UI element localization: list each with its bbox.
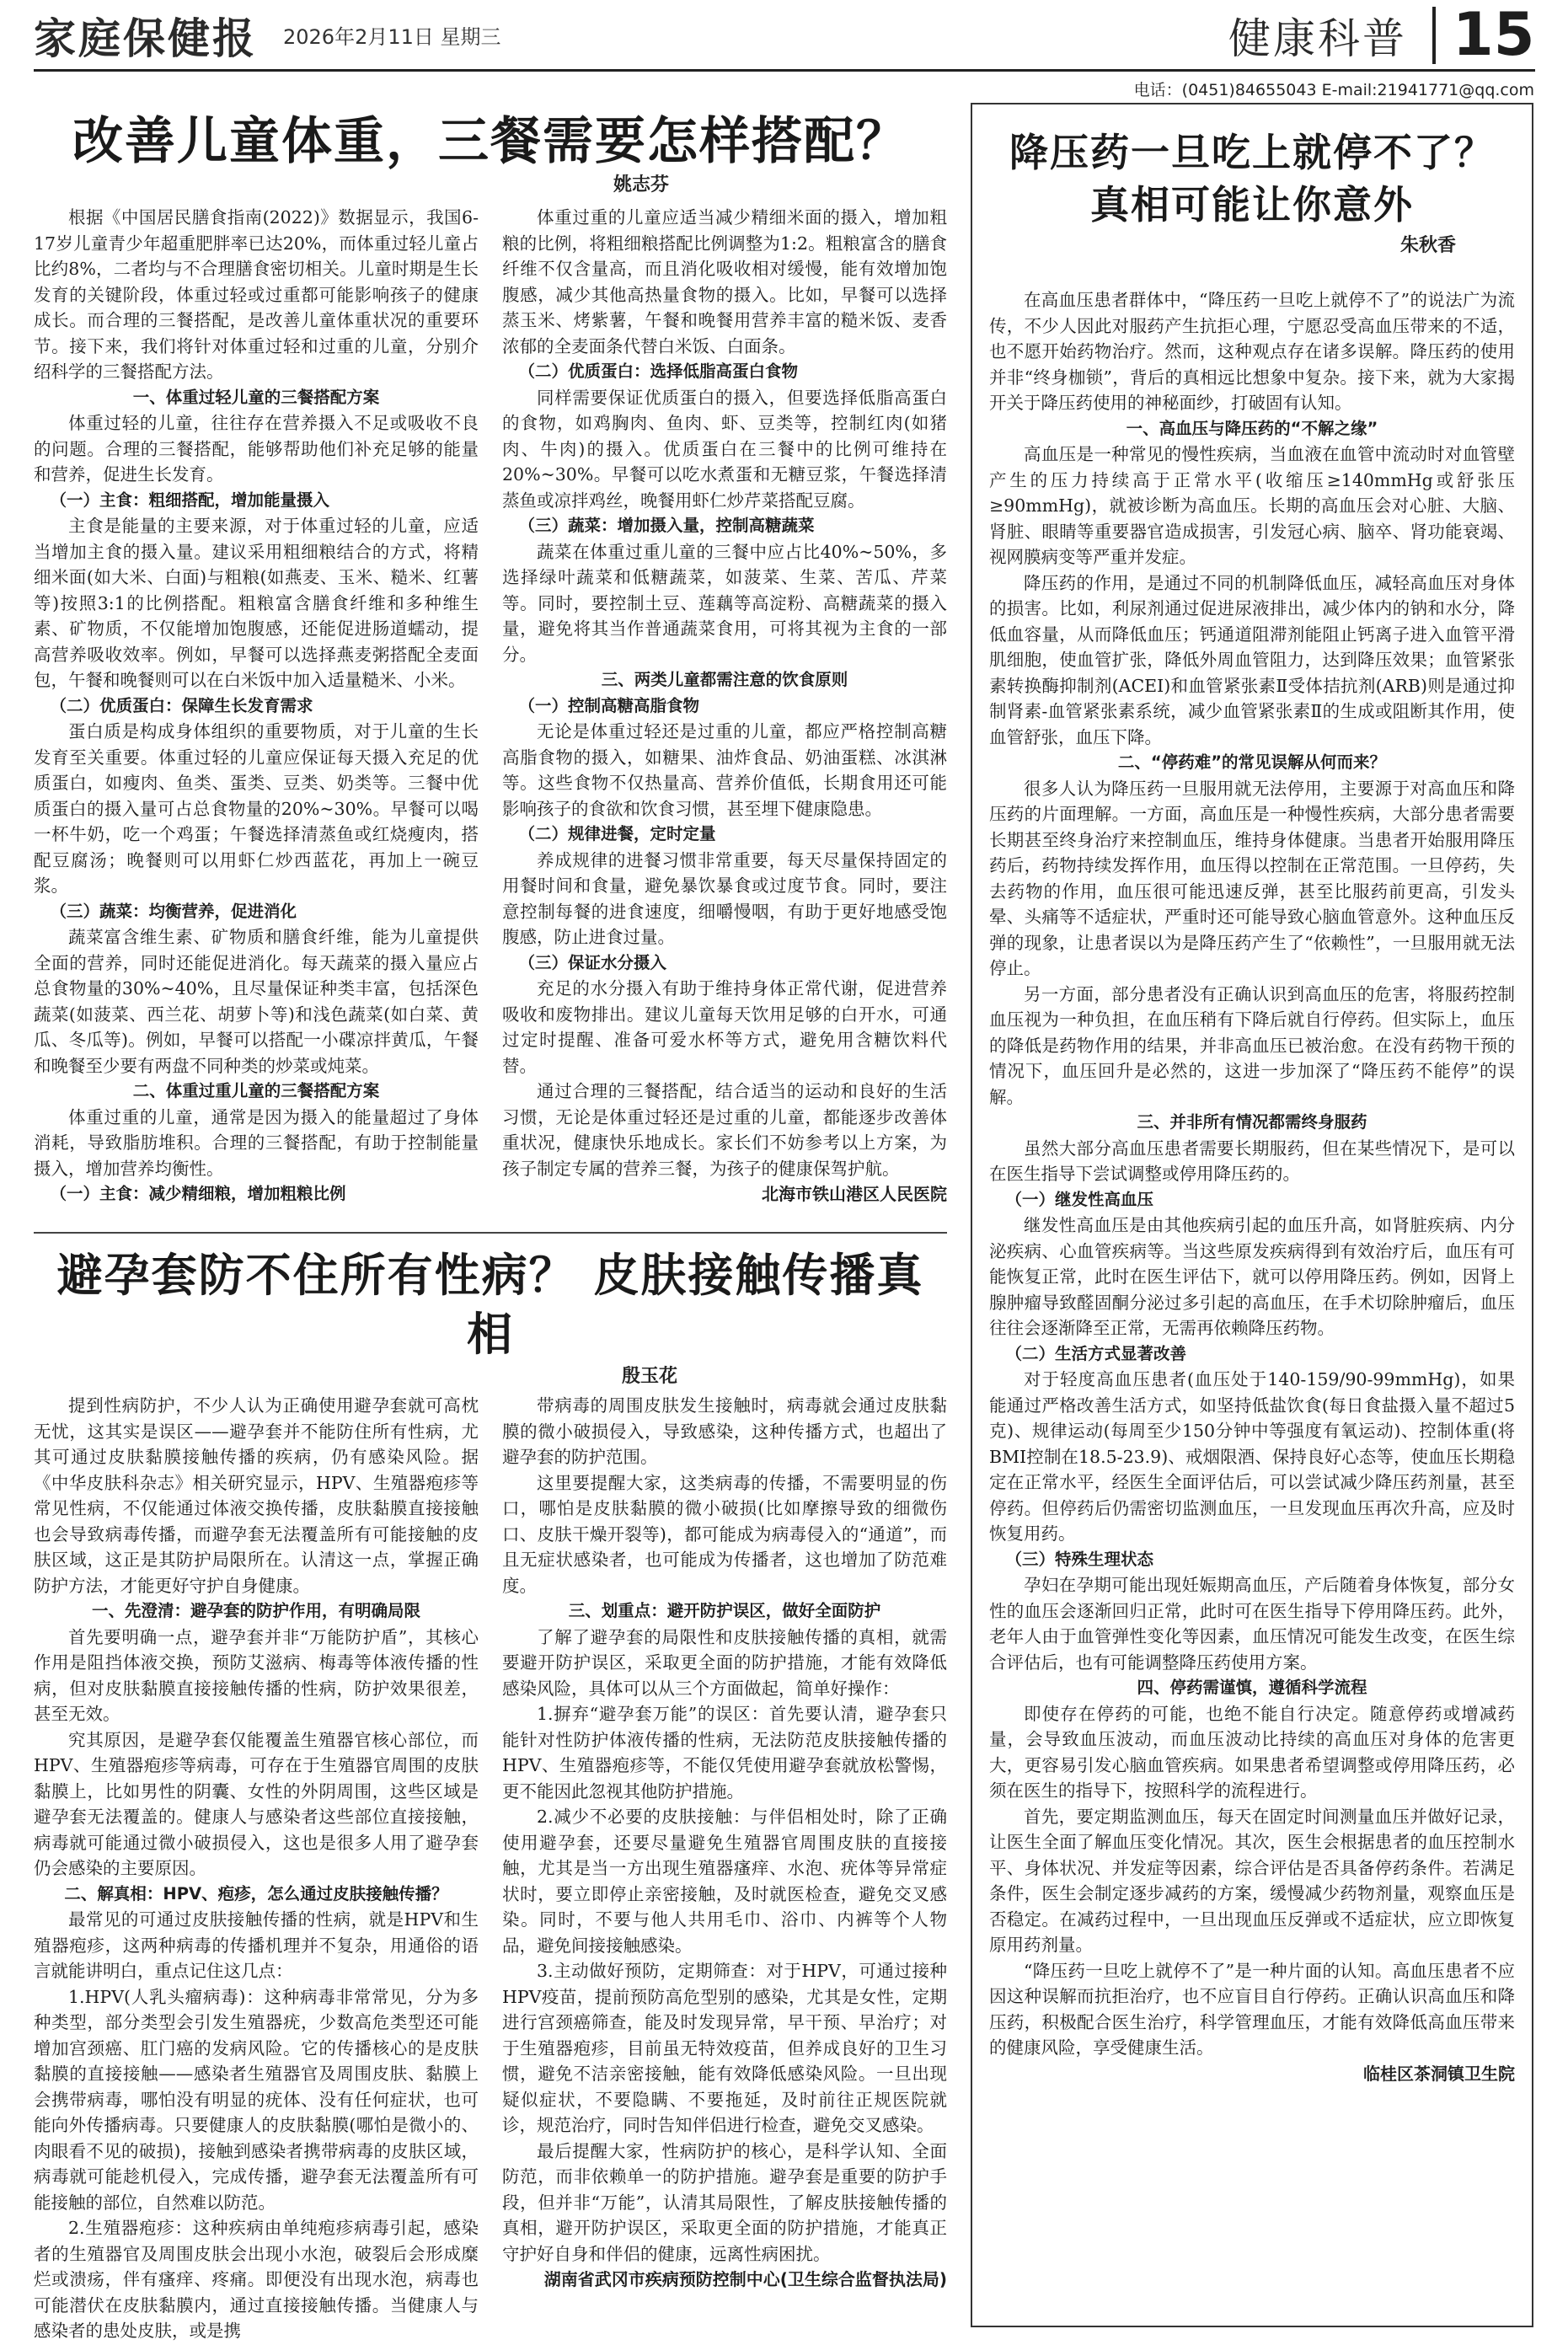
paper-name: 家庭保健报 bbox=[34, 13, 257, 63]
paragraph: 最后提醒大家，性病防护的核心，是科学认知、全面防范，而非依赖单一的防护措施。避孕套是重要的防护手段，但并非“万能”，认清其局限性，了解皮肤接触传播的真相，避开防护误区，采取更全面的防护措施，才能真正守护好自身和伴侣的健康，远离性病困扰。 bbox=[502, 2140, 947, 2264]
paragraph: 提到性病防护，不少人认为正确使用避孕套就可高枕无忧，这其实是误区——避孕套并不能防住所有性病，尤其可通过皮肤黏膜接触传播的疾病，仍有感染风险。据《中华皮肤科杂志》相关研究显示，HPV、生殖器疱疹等常见性病，不仅能通过体液交换传播，皮肤黏膜直接接触也会导致病毒传播，而避孕套无法覆盖所有可能接触的皮肤区域，这正是其防护局限所在。认清这一点，掌握正确防护方法，才能更好守护自身健康。 bbox=[34, 1395, 479, 1596]
section-heading: 二、解真相：HPV、疱疹，怎么通过皮肤接触传播？ bbox=[64, 1883, 448, 1903]
page-number: 15 bbox=[1453, 0, 1535, 69]
paragraph: 很多人认为降压药一旦服用就无法停用，主要源于对高血压和降压药的片面理解。一方面，高血压是一种慢性疾病，大部分患者需要长期甚至终身治疗来控制血压，维持身体健康。当患者开始服用降压药后，药物持续发挥作用，血压得以控制在正常范围。一旦停药，失去药物的作用，血压很可能迅速反弹，甚至比服药前更高，引发头晕、头痛等不适症状，严重时还可能导致心脑血管意外。这种血压反弹的现象，让患者误以为是降压药产生了“依赖性”，一旦服用就无法停止。 bbox=[989, 778, 1515, 978]
paragraph: 另一方面，部分患者没有正确认识到高血压的危害，将服药控制血压视为一种负担，在血压稍有下降后就自行停药。但实际上，血压的降低是药物作用的结果，并非高血压已被治愈。在没有药物干预的情况下，血压回升是必然的，这进一步加深了“降压药不能停”的误解。 bbox=[989, 983, 1515, 1107]
paragraph: 继发性高血压是由其他疾病引起的血压升高，如肾脏疾病、内分泌疾病、心血管疾病等。当这些原发疾病得到有效治疗后，血压有可能恢复正常，此时在医生评估下，就可以停用降压药。例如，因肾上腺肿瘤导致醛固酮分泌过多引起的高血压，在手术切除肿瘤后，血压往往会逐渐降至正常，无需再依赖降压药物。 bbox=[989, 1215, 1515, 1338]
paragraph: 根据《中国居民膳食指南(2022)》数据显示，我国6-17岁儿童青少年超重肥胖率已达20%，而体重过轻儿童占比约8%，二者均与不合理膳食密切相关。儿童时期是生长发育的关键阶段，体重过轻或过重都可能影响孩子的健康成长。而合理的三餐搭配，是改善儿童体重状况的重要环节。接下来，我们将针对体重过轻和过重的儿童，分别介绍科学的三餐搭配方法。 bbox=[34, 207, 479, 382]
paragraph: 对于轻度高血压患者(血压处于140-159/90-99mmHg)，如果能通过严格改善生活方式，如坚持低盐饮食(每日食盐摄入量不超过5克)、规律运动(每周至少150分钟中等强度有氧运动)、控制体重(将BMI控制在18.5-23.9)、戒烟限酒、保持良好心态等，使血压长期稳定在正常水平，经医生全面评估后，可以尝试减少降压药剂量，甚至停药。但停药后仍需密切监测血压，一旦发现血压再次升高，应及时恢复用药。 bbox=[989, 1369, 1515, 1544]
paragraph: 带病毒的周围皮肤发生接触时，病毒就会通过皮肤黏膜的微小破损侵入，导致感染，这种传播方式，也超出了避孕套的防护范围。 bbox=[502, 1395, 947, 1467]
article-title: 改善儿童体重，三餐需要怎样搭配？ bbox=[72, 112, 908, 171]
section-heading: 二、“停药难”的常见误解从何而来？ bbox=[1117, 752, 1387, 772]
masthead bbox=[0, 0, 1568, 78]
paragraph: 2.减少不必要的皮肤接触：与伴侣相处时，除了正确使用避孕套，还要尽量避免生殖器官周围皮肤的直接接触，尤其是当一方出现生殖器瘙痒、水泡、疣体等异常症状时，要立即停止亲密接触，及时就医检查，避免交叉感染。同时，不要与他人共用毛巾、浴巾、内裤等个人物品，避免间接接触感染。 bbox=[502, 1807, 947, 1956]
article-author: 殷玉花 bbox=[621, 1366, 677, 1387]
section-heading: 一、体重过轻儿童的三餐搭配方案 bbox=[132, 387, 380, 407]
paragraph: 1.摒弃“避孕套万能”的误区：首先要认清，避孕套只能针对性防护体液传播的性病，无法防范皮肤接触传播的HPV、生殖器疱疹等，不能仅凭使用避孕套就放松警惕，更不能因此忽视其他防护措施。 bbox=[502, 1704, 947, 1802]
paragraph: 了解了避孕套的局限性和皮肤接触传播的真相，就需要避开防护误区，采取更全面的防护措施，才能有效降低感染风险，具体可以从三个方面做起，简单好操作： bbox=[502, 1626, 947, 1699]
subsection-heading: （二）优质蛋白：选择低脂高蛋白食物 bbox=[518, 361, 799, 381]
article-column bbox=[34, 1393, 479, 2344]
masthead-divider bbox=[1432, 7, 1436, 64]
source-line: 湖南省武冈市疾病预防控制中心(卫生综合监督执法局) bbox=[543, 2269, 947, 2289]
paragraph: 3.主动做好预防，定期筛查：对于HPV，可通过接种HPV疫苗，提前预防高危型别的感染，尤其是女性，定期进行宫颈癌筛查，能及时发现异常，早干预、早治疗；对于生殖器疱疹，目前虽无特效疫苗，但养成良好的卫生习惯，避免不洁亲密接触，能有效降低感染风险。一旦出现疑似症状，不要隐瞒、不要拖延，及时前往正规医院就诊，规范治疗，同时告知伴侣进行检查，避免交叉感染。 bbox=[502, 1961, 947, 2135]
article-column bbox=[989, 287, 1515, 2086]
section-heading: 三、两类儿童都需注意的饮食原则 bbox=[601, 670, 848, 689]
subsection-heading: （三）保证水分摄入 bbox=[518, 952, 667, 972]
subsection-heading: （二）生活方式显著改善 bbox=[1005, 1343, 1187, 1363]
section-heading: 二、体重过重儿童的三餐搭配方案 bbox=[132, 1081, 380, 1100]
paragraph: 首先要明确一点，避孕套并非“万能防护盾”，其核心作用是阻挡体液交换，预防艾滋病、梅毒等体液传播的性病，但对皮肤黏膜直接接触传播的性病，防护效果很差，甚至无效。 bbox=[34, 1626, 479, 1724]
subsection-heading: （一）控制高糖高脂食物 bbox=[518, 695, 700, 715]
paragraph: 蔬菜在体重过重儿童的三餐中应占比40%~50%，多选择绿叶蔬菜和低糖蔬菜，如菠菜、生菜、苦瓜、芹菜等。同时，要控制土豆、莲藕等高淀粉、高糖蔬菜的摄入量，避免将其当作普通蔬菜食用，可将其视为主食的一部分。 bbox=[502, 541, 947, 665]
subsection-heading: （三）蔬菜：增加摄入量，控制高糖蔬菜 bbox=[518, 516, 815, 535]
article-column bbox=[502, 1393, 947, 2344]
paragraph: 孕妇在孕期可能出现妊娠期高血压，产后随着身体恢复，部分女性的血压会逐渐回归正常，此时可在医生指导下停用降压药。此外，老年人由于血管弹性变化等因素，血压情况可能发生改变，在医生综合评估后，也有可能调整降压药使用方案。 bbox=[989, 1575, 1515, 1673]
paragraph: 体重过重的儿童，通常是因为摄入的能量超过了身体消耗，导致脂肪堆积。合理的三餐搭配，有助于控制能量摄入，增加营养均衡性。 bbox=[34, 1106, 479, 1179]
article-column bbox=[34, 205, 479, 1207]
paragraph: 养成规律的进餐习惯非常重要，每天尽量保持固定的用餐时间和食量，避免暴饮暴食或过度节食。同时，要注意控制每餐的进食速度，细嚼慢咽，有助于更好地感受饱腹感，防止进食过量。 bbox=[502, 849, 947, 947]
article-title-line-1: 降压药一旦吃上就停不了？ bbox=[1009, 130, 1495, 175]
contact-line: 电话：(0451)84655043 E-mail:21941771@qq.com bbox=[1133, 81, 1534, 99]
source-line: 北海市铁山港区人民医院 bbox=[762, 1184, 947, 1204]
section-heading: 三、划重点：避开防护误区，做好全面防护 bbox=[568, 1601, 881, 1620]
subsection-heading: （三）特殊生理状态 bbox=[1005, 1549, 1154, 1569]
article-condom bbox=[34, 1245, 947, 2344]
section-name: 健康科普 bbox=[1228, 14, 1407, 63]
paragraph: 高血压是一种常见的慢性疾病，当血液在血管中流动时对血管壁产生的压力持续高于正常水平(收缩压≥140mmHg或舒张压≥90mmHg)，就被诊断为高血压。长期的高血压会对心脏、大脑、肾脏、眼睛等重要器官造成损害，引发冠心病、脑卒、肾功能衰竭、视网膜病变等严重并发症。 bbox=[989, 444, 1515, 567]
paragraph: 究其原因，是避孕套仅能覆盖生殖器官核心部位，而HPV、生殖器疱疹等病毒，可存在于生殖器官周围的皮肤黏膜上，比如男性的阴囊、女性的外阴周围，这些区域是避孕套无法覆盖的。健康人与感染者这些部位直接接触，病毒就可能通过微小破损侵入，这也是很多人用了避孕套仍会感染的主要原因。 bbox=[34, 1729, 479, 1878]
paragraph: “降压药一旦吃上就停不了”是一种片面的认知。高血压患者不应因这种误解而抗拒治疗，也不应盲目自行停药。正确认识高血压和降压药，积极配合医生治疗，科学管理血压，才能有效降低高血压带来的健康风险，享受健康生活。 bbox=[989, 1960, 1515, 2058]
paragraph: 蔬菜富含维生素、矿物质和膳食纤维，能为儿童提供全面的营养，同时还能促进消化。每天蔬菜的摄入量应占总食物量的30%~40%，且尽量保证种类丰富，包括深色蔬菜(如菠菜、西兰花、胡萝卜等)和浅色蔬菜(如白菜、黄瓜、冬瓜等)。例如，早餐可以搭配一小碟凉拌黄瓜，午餐和晚餐至少要有两盘不同种类的炒菜或炖菜。 bbox=[34, 927, 479, 1076]
paragraph: 蛋白质是构成身体组织的重要物质，对于儿童的生长发育至关重要。体重过轻的儿童应保证每天摄入充足的优质蛋白，如瘦肉、鱼类、蛋类、豆类、奶类等。三餐中优质蛋白的摄入量可占总食物量的20%~30%。早餐可以喝一杯牛奶，吃一个鸡蛋；午餐选择清蒸鱼或红烧瘦肉，搭配豆腐汤；晚餐则可以用虾仁炒西蓝花，再加上一碗豆浆。 bbox=[34, 721, 479, 896]
source-line: 临桂区茶洞镇卫生院 bbox=[1363, 2063, 1515, 2084]
subsection-heading: （二）规律进餐，定时定量 bbox=[518, 824, 716, 843]
article-divider bbox=[34, 1232, 947, 1234]
article-title: 避孕套防不住所有性病？ 皮肤接触传播真相 bbox=[56, 1248, 924, 1361]
paragraph: 体重过重的儿童应适当减少精细米面的摄入，增加粗粮的比例，将粗细粮搭配比例调整为1:2。粗粮富含的膳食纤维不仅含量高，而且消化吸收相对缓慢，能有效增加饱腹感，减少其他高热量食物的摄入。比如，早餐可以选择蒸玉米、烤紫薯，午餐和晚餐用营养丰富的糙米饭、麦香浓郁的全麦面条代替白米饭、白面条。 bbox=[502, 207, 947, 356]
subsection-heading: （二）优质蛋白：保障生长发育需求 bbox=[50, 695, 313, 715]
paragraph: 这里要提醒大家，这类病毒的传播，不需要明显的伤口，哪怕是皮肤黏膜的微小破损(比如摩擦导致的细微伤口、皮肤干燥开裂等)，都可能成为病毒侵入的“通道”，而且无症状感染者，也可能成为传播者，这也增加了防范难度。 bbox=[502, 1472, 947, 1596]
article-author: 朱秋香 bbox=[1399, 235, 1456, 256]
paragraph: 通过合理的三餐搭配，结合适当的运动和良好的生活习惯，无论是体重过轻还是过重的儿童，都能逐步改善体重状况，健康快乐地成长。家长们不妨参考以上方案，为孩子制定专属的营养三餐，为孩子的健康保驾护航。 bbox=[502, 1081, 947, 1179]
article-title-line-2: 真相可能让你意外 bbox=[1090, 182, 1414, 228]
paragraph: 体重过轻的儿童，往往存在营养摄入不足或吸收不良的问题。合理的三餐搭配，能够帮助他们补充足够的能量和营养，促进生长发育。 bbox=[34, 413, 479, 485]
subsection-heading: （一）主食：粗细搭配，增加能量摄入 bbox=[50, 490, 330, 510]
paragraph: 在高血压患者群体中，“降压药一旦吃上就停不了”的说法广为流传，不少人因此对服药产生抗拒心理，宁愿忍受高血压带来的不适，也不愿开始药物治疗。然而，这种观点存在诸多误解。降压药的使用并非“终身枷锁”，背后的真相远比想象中复杂。接下来，就为大家揭开关于降压药使用的神秘面纱，打破固有认知。 bbox=[989, 290, 1515, 413]
section-heading: 三、并非所有情况都需终身服药 bbox=[1137, 1112, 1367, 1132]
article-author: 姚志芬 bbox=[613, 174, 669, 195]
subsection-heading: （三）蔬菜：均衡营养，促进消化 bbox=[50, 901, 297, 921]
paragraph: 虽然大部分高血压患者需要长期服药，但在某些情况下，是可以在医生指导下尝试调整或停用降压药的。 bbox=[989, 1138, 1515, 1184]
paragraph: 主食是能量的主要来源，对于体重过轻的儿童，应适当增加主食的摄入量。建议采用粗细粮结合的方式，将精细米面(如大米、白面)与粗粮(如燕麦、玉米、糙米、红薯等)按照3:1的比例搭配。粗粮富含膳食纤维和多种维生素、矿物质，不仅能增加饱腹感，还能促进肠道蠕动，提高营养吸收效率。例如，早餐可以选择燕麦粥搭配全麦面包，午餐和晚餐则可以在白米饭中加入适量糙米、小米。 bbox=[34, 516, 479, 690]
paragraph: 无论是体重过轻还是过重的儿童，都应严格控制高糖高脂食物的摄入，如糖果、油炸食品、奶油蛋糕、冰淇淋等。这些食物不仅热量高、营养价值低，长期食用还可能影响孩子的食欲和饮食习惯，甚至埋下健康隐患。 bbox=[502, 721, 947, 819]
section-heading: 一、先澄清：避孕套的防护作用，有明确局限 bbox=[91, 1601, 420, 1620]
subsection-heading: （一）主食：减少精细粮，增加粗粮比例 bbox=[50, 1184, 346, 1203]
paragraph: 即使存在停药的可能，也绝不能自行决定。随意停药或增减药量，会导致血压波动，而血压波动比持续的高血压对身体的危害更大，更容易引发心脑血管疾病。如果患者希望调整或停用降压药，必须在医生的指导下，按照科学的流程进行。 bbox=[989, 1703, 1515, 1801]
paragraph: 降压药的作用，是通过不同的机制降低血压，减轻高血压对身体的损害。比如，利尿剂通过促进尿液排出，减少体内的钠和水分，降低血容量，从而降低血压；钙通道阻滞剂能阻止钙离子进入血管平滑肌细胞，使血管扩张，降低外周血管阻力，达到降压效果；血管紧张素转换酶抑制剂(ACEI)和血管紧张素Ⅱ受体拮抗剂(ARB)则是通过抑制肾素-血管紧张素系统，减少血管紧张素Ⅱ的生成或阻断其作用，使血管舒张，血压下降。 bbox=[989, 572, 1515, 747]
article-antihypertensive bbox=[989, 126, 1515, 2086]
section-heading: 四、停药需谨慎，遵循科学流程 bbox=[1137, 1678, 1367, 1697]
paragraph: 2.生殖器疱疹：这种疾病由单纯疱疹病毒引起，感染者的生殖器官及周围皮肤会出现小水泡，破裂后会形成糜烂或溃疡，伴有瘙痒、疼痛。即便没有出现水泡，病毒也可能潜伏在皮肤黏膜内，通过直接接触传播。当健康人与感染者的患处皮肤，或是携 bbox=[34, 2218, 479, 2341]
top-rule bbox=[34, 69, 1535, 72]
paragraph: 同样需要保证优质蛋白的摄入，但要选择低脂高蛋白的食物，如鸡胸肉、鱼肉、虾、豆类等，控制红肉(如猪肉、牛肉)的摄入。优质蛋白在三餐中的比例可维持在20%~30%。早餐可以吃水煮蛋和无糖豆浆，午餐选择清蒸鱼或凉拌鸡丝，晚餐用虾仁炒芹菜搭配豆腐。 bbox=[502, 387, 947, 511]
paragraph: 首先，要定期监测血压，每天在固定时间测量血压并做好记录，让医生全面了解血压变化情况。其次，医生会根据患者的血压控制水平、身体状况、并发症等因素，综合评估是否具备停药条件。若满足条件，医生会制定逐步减药的方案，缓慢减少药物剂量，观察血压是否稳定。在减药过程中，一旦出现血压反弹或不适症状，应立即恢复原用药剂量。 bbox=[989, 1806, 1515, 1955]
paragraph: 最常见的可通过皮肤接触传播的性病，就是HPV和生殖器疱疹，这两种病毒的传播机理并不复杂，用通俗的语言就能讲明白，重点记住这几点： bbox=[34, 1909, 479, 1981]
section-heading: 一、高血压与降压药的“不解之缘” bbox=[1126, 418, 1378, 438]
paragraph: 1.HPV(人乳头瘤病毒)：这种病毒非常常见，分为多种类型，部分类型会引发生殖器疣，少数高危类型还可能增加宫颈癌、肛门癌的发病风险。它的传播核心的是皮肤黏膜的直接接触——感染者生殖器官及周围皮肤、黏膜上会携带病毒，哪怕没有明显的疣体、没有任何症状，也可能向外传播病毒。只要健康人的皮肤黏膜(哪怕是微小的、肉眼看不见的破损)，接触到感染者携带病毒的皮肤区域，病毒就可能趁机侵入，完成传播，避孕套无法覆盖所有可能接触的部位，自然难以防范。 bbox=[34, 1986, 479, 2213]
article-child-weight bbox=[34, 110, 947, 1207]
subsection-heading: （一）继发性高血压 bbox=[1005, 1189, 1154, 1209]
article-column bbox=[502, 205, 947, 1207]
paragraph: 充足的水分摄入有助于维持身体正常代谢，促进营养吸收和废物排出。建议儿童每天饮用足够的白开水，可通过定时提醒、准备可爱水杯等方式，避免用含糖饮料代替。 bbox=[502, 978, 947, 1076]
issue-date: 2026年2月11日 星期三 bbox=[283, 25, 501, 49]
